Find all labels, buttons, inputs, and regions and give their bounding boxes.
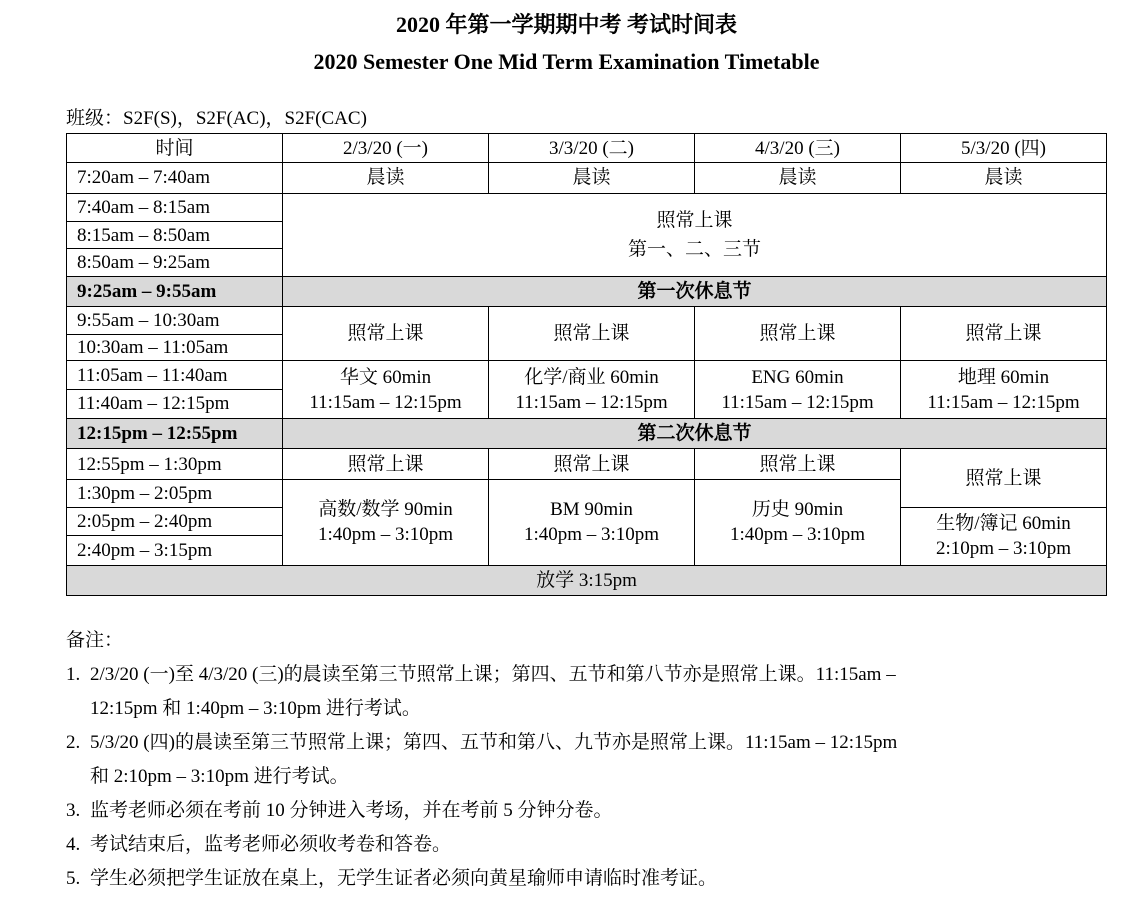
regular-periods-cell [283,193,1107,276]
header-day-2: 3/3/20 (二) [489,134,695,163]
exam-subject: 高数/数学 90min [318,499,453,521]
exam-cell [901,361,1107,419]
time-cell: 11:05am – 11:40am [67,361,283,389]
break-label: 第一次休息节 [283,276,1107,306]
regular-class-cell: 照常上课 [489,449,695,479]
periods-label: 第一、二、三节 [627,238,761,260]
exam-cell [901,507,1107,565]
exam-timetable [66,133,1107,596]
time-cell: 10:30am – 11:05am [67,335,283,361]
note-text-continued: 12:15pm 和 1:40pm – 3:10pm 进行考试。 [90,698,421,719]
break-row [67,419,1107,449]
exam-subject: 华文 60min [339,366,432,388]
regular-class-cell: 照常上课 [901,306,1107,361]
time-cell: 9:25am – 9:55am [67,276,283,306]
time-cell: 8:15am – 8:50am [67,221,283,248]
notes-heading: 备注： [66,630,124,651]
regular-class-cell: 照常上课 [283,306,489,361]
note-text: 监考老师必须在考前 10 分钟进入考场，并在考前 5 分钟分卷。 [90,800,613,821]
morning-read-cell: 晨读 [283,163,489,193]
header-row [67,134,1107,163]
time-cell: 9:55am – 10:30am [67,306,283,334]
time-cell: 7:20am – 7:40am [67,163,283,193]
regular-class-cell: 照常上课 [695,449,901,479]
morning-read-cell: 晨读 [901,163,1107,193]
notes-section [66,624,1106,896]
note-item [66,726,1106,794]
regular-class-cell: 照常上课 [489,306,695,361]
page-title-chinese: 2020 年第一学期期中考 考试时间表 [395,12,737,37]
exam-time: 1:40pm – 3:10pm [317,524,454,546]
time-cell: 1:30pm – 2:05pm [67,479,283,507]
table-row [67,193,1107,221]
dismiss-row [67,565,1107,595]
break-label: 第二次休息节 [283,419,1107,449]
regular-class-cell: 照常上课 [283,449,489,479]
exam-time: 11:15am – 12:15pm [721,391,874,413]
note-item [66,794,1106,828]
note-text: 2/3/20 (一)至 4/3/20 (三)的晨读至第三节照常上课；第四、五节和第八节亦是照常上课。11:15am – [90,664,896,685]
exam-subject: ENG 60min [751,366,844,388]
regular-class-cell: 照常上课 [901,449,1107,508]
exam-cell [489,361,695,419]
note-item [66,828,1106,862]
time-cell: 11:40am – 12:15pm [67,389,283,418]
exam-subject: 化学/商业 60min [524,366,659,388]
exam-subject: 地理 60min [957,366,1050,388]
time-cell: 2:05pm – 2:40pm [67,507,283,535]
exam-time: 11:15am – 12:15pm [309,391,462,413]
exam-subject: 历史 90min [751,499,844,521]
header-time: 时间 [67,134,283,163]
exam-subject: 生物/簿记 60min [936,513,1071,535]
regular-class-label: 照常上课 [656,209,733,231]
note-number: 4. [66,834,81,855]
note-number: 1. [66,664,81,685]
time-cell: 7:40am – 8:15am [67,193,283,221]
exam-subject: BM 90min [550,499,633,521]
page-title-english: 2020 Semester One Mid Term Examination Timetable [313,49,820,74]
notes-list [66,658,1106,896]
break-row [67,276,1107,306]
morning-read-cell: 晨读 [489,163,695,193]
table-row [67,306,1107,334]
note-number: 5. [66,868,81,889]
exam-time: 11:15am – 12:15pm [515,391,668,413]
time-cell: 12:55pm – 1:30pm [67,449,283,479]
exam-time: 11:15am – 12:15pm [927,391,1080,413]
exam-time: 1:40pm – 3:10pm [523,524,660,546]
morning-read-cell: 晨读 [695,163,901,193]
exam-cell [695,479,901,565]
dismiss-label: 放学 3:15pm [67,565,1107,595]
table-row [67,163,1107,193]
note-number: 2. [66,732,81,753]
table-row [67,449,1107,479]
exam-cell [283,361,489,419]
note-number: 3. [66,800,81,821]
note-text-continued: 和 2:10pm – 3:10pm 进行考试。 [90,766,349,787]
note-text: 5/3/20 (四)的晨读至第三节照常上课；第四、五节和第八、九节亦是照常上课。11:15am – 12:15pm [90,732,898,753]
exam-cell [695,361,901,419]
header-day-3: 4/3/20 (三) [695,134,901,163]
exam-time: 2:10pm – 3:10pm [935,538,1072,560]
exam-time: 1:40pm – 3:10pm [729,524,866,546]
note-item [66,658,1106,726]
note-text: 学生必须把学生证放在桌上，无学生证者必须向黄星瑜师申请临时准考证。 [90,868,718,889]
table-row [67,361,1107,389]
class-line: 班级：S2F(S)，S2F(AC)，S2F(CAC) [66,108,367,129]
header-day-4: 5/3/20 (四) [901,134,1107,163]
time-cell: 2:40pm – 3:15pm [67,536,283,565]
exam-cell [489,479,695,565]
time-cell: 12:15pm – 12:55pm [67,419,283,449]
note-item [66,862,1106,896]
exam-cell [283,479,489,565]
header-day-1: 2/3/20 (一) [283,134,489,163]
regular-class-cell: 照常上课 [695,306,901,361]
note-text: 考试结束后，监考老师必须收考卷和答卷。 [90,834,452,855]
time-cell: 8:50am – 9:25am [67,249,283,276]
